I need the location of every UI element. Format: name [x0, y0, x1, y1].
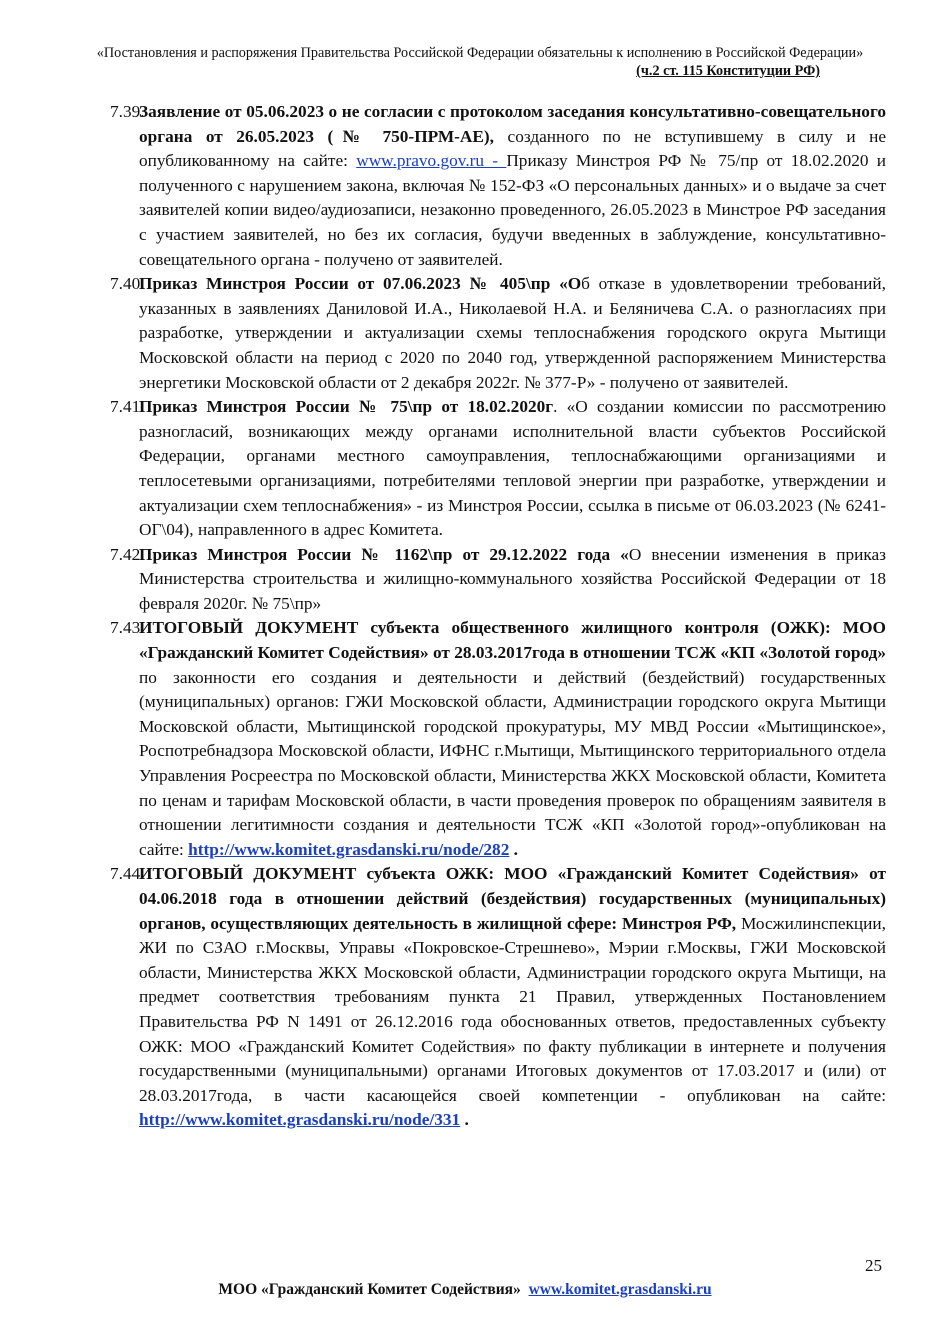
item-text: по законности его создания и деятельности и действий (бездействий) государственных (муниципальных) органов: ГЖИ Московской области, Администрации городского округа Мытищи Московской области, Мытищинской городской прокуратуры, МУ МВД России «Мытищинское», Роспотребнадзора Московской области, ИФНС г.Мытищи, Мытищинского территориального отдела Управления Росреестра по Московской области, Министерства ЖКХ Московской области, Комитета по ценам и тарифам Московской области, в части проведения проверок по обращениям заявителя в отношении легитимности создания и деятельности ТСЖ «КП «Золотой город»-опубликован на сайте: [139, 667, 886, 859]
item-number: 7.44. [110, 864, 145, 884]
footer-org: МОО «Гражданский Комитет Содействия» [218, 1281, 521, 1298]
item-number: 7.39. [110, 102, 145, 121]
node-282-link[interactable]: http://www.komitet.grasdanski.ru/node/282 [188, 839, 510, 859]
list-item-7-43 [0, 616, 886, 862]
item-number: 7.41. [110, 397, 145, 417]
item-number: 7.43. [110, 618, 145, 638]
list-item-7-39 [0, 100, 886, 272]
item-title: ИТОГОВЫЙ ДОКУМЕНТ субъекта ОЖК: МОО «Гражданский Комитет Содействия» от 04.06.2018 года в отношении действий (бездействия) государственных (муниципальных) органов, осуществляющих деятельность в жилищной сфере: Минстроя РФ, [139, 864, 886, 933]
item-text: Мосжилинспекции, ЖИ по СЗАО г.Москвы, Управы «Покровское-Стрешнево», Мэрии г.Москвы, ГЖИ Московской области, Министерства ЖКХ Московской области, Администрации городского округа Мытищи, на предмет соответствия требованиям пункта 21 Правил, утвержденных Постановлением Правительства РФ N 1491 от 26.12.2016 года обоснованных ответов, предоставленных субъекту ОЖК: МОО «Гражданский Комитет Содействия» по факту публикации в интернете и получения государственными (муниципальными) органами Итоговых документов от 17.03.2017 и (или) от 28.03.2017года, в части касающейся своей компетенции - опубликован на сайте: [139, 913, 886, 1105]
document-body [0, 100, 930, 1133]
page-footer [0, 1281, 930, 1299]
item-text: . «О создании комиссии по рассмотрению разногласий, возникающих между органами исполнительной власти субъектов Российской Федерации, органами местного самоуправления, теплоснабжающими организациями и теплосетевыми организациями, потребителями тепловой энергии при разработке, утверждении и актуализации схем теплоснабжения» - из Минстроя России, ссылка в письме от 06.03.2023 (№ 6241-ОГ\04), направленного в адрес Комитета. [139, 397, 886, 540]
item-title: Приказ Минстроя России № 75\пр от 18.02.2020г [139, 397, 554, 417]
footer-site-link[interactable]: www.komitet.grasdanski.ru [528, 1281, 712, 1298]
list-item-7-42 [0, 543, 886, 617]
header-constitution-ref: (ч.2 ст. 115 Конституции РФ) [636, 63, 820, 79]
item-title: ИТОГОВЫЙ ДОКУМЕНТ субъекта общественного жилищного контроля (ОЖК): МОО «Гражданский Комитет Содействия» от 28.03.2017года в отношении ТСЖ «КП «Золотой город» [139, 618, 886, 663]
item-text: б отказе в удовлетворении требований, указанных в заявлениях Даниловой И.А., Николаевой Н.А. и Беляничева С.А. о разногласиях при разработке, утверждении и актуализации схемы теплоснабжения городского округа Мытищи Московской области на период с 2020 по 2040 год, утвержденной распоряжением Министерства энергетики Московской области от 2 декабря 2022г. № 377-Р» - получено от заявителей. [139, 274, 886, 392]
item-number: 7.42. [110, 544, 145, 564]
item-title: Приказ Минстроя России от 07.06.2023 № 405\пр «О [139, 274, 582, 294]
page-header [70, 44, 890, 62]
item-title: Заявление от 05.06.2023 о не согласии с протоколом заседания консультативно-совещательного органа от 26.05.2023 (№ 750-ПРМ-АЕ), [139, 102, 886, 146]
header-quote: «Постановления и распоряжения Правительства Российской Федерации обязательны к исполнению в Российской Федерации» [96, 45, 864, 61]
item-text: О внесении изменения в приказ Министерства строительства и жилищно-коммунального хозяйства Российской Федерации от 18 февраля 2020г. № 75\пр» [139, 544, 886, 613]
item-title: Приказ Минстроя России № 1162\пр от 29.12.2022 года « [139, 544, 629, 564]
list-item-7-44 [0, 862, 886, 1133]
item-text-2: Приказу Минстроя РФ № 75/пр от 18.02.2020 и полученного с нарушением закона, включая № 152-ФЗ «О персональных данных» и о выдаче за счет заявителей копии видео/аудиозаписи, незаконно проведенного, 26.05.2023 в Минстрое РФ заседания с участием заявителей, но без их согласия, будучи введенных в заблуждение, консультативно-совещательного органа - получено от заявителей. [139, 151, 886, 269]
page-number: 25 [865, 1256, 882, 1275]
item-text: созданного по не вступившему в силу и не опубликованному на сайте: [139, 126, 886, 171]
node-331-link[interactable]: http://www.komitet.grasdanski.ru/node/331 [139, 1110, 461, 1130]
item-tail: . [460, 1110, 469, 1130]
pravo-link[interactable]: www.pravo.gov.ru - [356, 151, 507, 171]
item-tail: . [509, 839, 518, 859]
list-item-7-40 [0, 272, 886, 395]
item-number: 7.40. [110, 274, 145, 294]
list-item-7-41 [0, 395, 886, 543]
